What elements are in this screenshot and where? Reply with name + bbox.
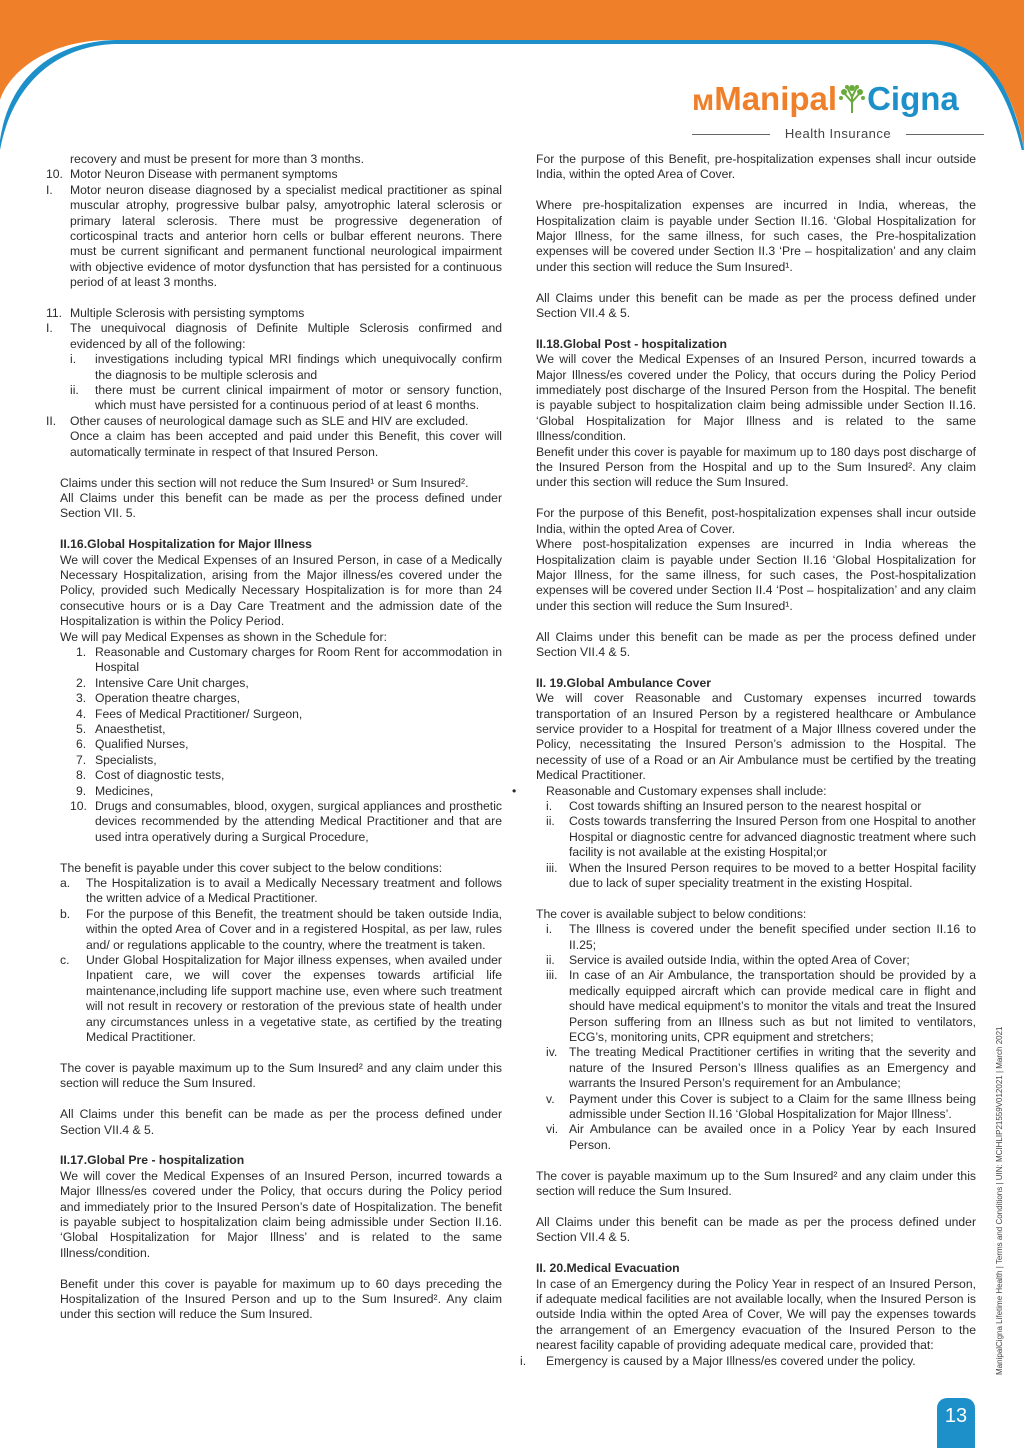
list-item	[46, 167, 502, 182]
document-reference-text: ManipalCigna Lifetime Health | Terms and Conditions | UIN: MCIHLIP21559V012021 | March 2021	[995, 1026, 1004, 1375]
paragraph-text: Once a claim has been accepted and paid under this Benefit, this cover will automatically terminate in respect of that Insured Person.	[70, 429, 502, 459]
section-heading: II.18.Global Post - hospitalization	[536, 336, 727, 351]
paragraph	[512, 352, 976, 444]
paragraph	[46, 1061, 502, 1092]
paragraph-spacer	[512, 321, 976, 336]
list-marker: iv.	[546, 1045, 558, 1060]
logo-cigna-text: Cigna	[867, 80, 959, 117]
paragraph-spacer	[512, 183, 976, 198]
paragraph-text: In case of an Air Ambulance, the transportation should be provided by a medically equipped aircraft which can provide medical care in flight and should have medical equipment’s to monitor the vitals and treat the Insured Person suffering from an Illness such as but not limited to ventilators, ECG’s, monitoring units, CPR equipment and stretchers;	[569, 968, 976, 1045]
list-item	[512, 1122, 976, 1153]
paragraph-text: For the purpose of this Benefit, post-hospitalization expenses shall incur outside India, within the opted Area of Cover.	[536, 506, 976, 536]
right-column	[512, 152, 976, 1369]
list-item	[512, 1045, 976, 1091]
paragraph-spacer	[512, 1153, 976, 1168]
list-marker: iii.	[546, 968, 558, 983]
paragraph-text: The unequivocal diagnosis of Definite Multiple Sclerosis confirmed and evidenced by all of the following:	[70, 321, 502, 351]
paragraph	[512, 691, 976, 783]
left-column	[46, 152, 502, 1323]
list-item	[512, 799, 976, 814]
paragraph-spacer	[512, 614, 976, 629]
list-marker: ii.	[546, 953, 555, 968]
paragraph-text: We will cover the Medical Expenses of an Insured Person, incurred towards a Major Illness/es covered under the Policy, that occurs during the Policy period and immediately prior to the Insured Person’s date of Hospitalization. The benefit is payable subject to hospitalization claim being admissible under Section II.16. ‘Global Hospitalization for Major Illness’ and is related to the same Illness/condition.	[60, 1168, 502, 1260]
list-item	[512, 922, 976, 953]
list-marker: 4.	[76, 706, 87, 721]
paragraph-spacer	[46, 1261, 502, 1276]
paragraph	[46, 429, 502, 460]
paragraph	[512, 198, 976, 275]
paragraph-text: All Claims under this benefit can be made as per the process defined under Section VII.4 & 5.	[60, 1107, 502, 1137]
paragraph-text: We will cover the Medical Expenses of an Insured Person, incurred towards a Major Illness/es covered under the Policy, that occurs during the Policy Period immediately post discharge of the Insured Person from the Hospital. The benefit is payable subject to hospitalization claim being admissible under Section II.16. ‘Global Hospitalization for Major Illness and is related to the same Illness/condition.	[536, 352, 976, 444]
paragraph	[512, 1277, 976, 1354]
paragraph-text: Drugs and consumables, blood, oxygen, surgical appliances and prosthetic devices recommended by the attending Medical Practitioner and that are used intra operatively during a Surgical Procedure,	[95, 799, 502, 844]
paragraph-text: Benefit under this cover is payable for maximum up to 60 days preceding the Hospitalization of the Insured Person and up to the Sum Insured². Any claim under this section will reduce the Sum Insured.	[60, 1276, 502, 1322]
paragraph-text: Costs towards transferring the Insured Person from one Hospital to another Hospital or diagnostic centre for advanced diagnostic treatment where such facility is not available at the existing Hospital;or	[569, 814, 976, 860]
list-item	[46, 321, 502, 352]
list-item	[46, 799, 502, 845]
list-item	[512, 784, 976, 799]
list-marker: i.	[520, 1353, 527, 1368]
paragraph-text: Service is availed outside India, within the opted Area of Cover;	[569, 953, 910, 968]
paragraph-spacer	[512, 891, 976, 906]
list-marker: 11.	[46, 306, 63, 321]
list-item	[512, 953, 976, 968]
paragraph-spacer	[512, 1246, 976, 1261]
list-marker: i.	[546, 922, 553, 937]
paragraph-text: Where pre-hospitalization expenses are incurred in India, whereas, the Hospitalization claim is payable under Section II.16. ‘Global Hospitalization for Major Illness, for the same illness, for such cases, the Pre-hospitalization expenses will be covered under Section II.3 ‘Pre – hospitalization’ and any claim under this section will reduce the Sum Insured¹.	[536, 198, 976, 274]
paragraph-text: Emergency is caused by a Major Illness/es covered under the policy.	[546, 1353, 916, 1368]
paragraph-text: Qualified Nurses,	[95, 737, 189, 752]
list-marker: I.	[46, 321, 53, 336]
list-item	[46, 737, 502, 752]
list-marker: ii.	[546, 814, 555, 829]
paragraph-text: Under Global Hospitalization for Major illness expenses, when availed under Inpatient care, we will cover the expenses towards artificial life maintenance,including life support machine use, even where such treatment will not result in recovery or restoration of the previous state of health under any circumstances unless in a vegetative state, as certified by the treating Medical Practitioner.	[86, 953, 502, 1045]
paragraph-spacer	[46, 1138, 502, 1153]
paragraph-spacer	[46, 460, 502, 475]
list-marker: i.	[546, 798, 553, 813]
list-item	[46, 784, 502, 799]
list-item	[512, 1092, 976, 1123]
paragraph	[46, 1169, 502, 1261]
manipal-cigna-logo	[692, 80, 984, 144]
tree-icon	[837, 84, 867, 114]
paragraph	[512, 291, 976, 322]
paragraph-text: All Claims under this benefit can be made as per the process defined under Section VII.4 & 5.	[536, 290, 976, 321]
paragraph-text: Reasonable and Customary charges for Room Rent for accommodation in Hospital	[95, 644, 502, 675]
list-item	[46, 707, 502, 722]
list-item	[46, 645, 502, 676]
paragraph-text: The Hospitalization is to avail a Medically Necessary treatment and follows the written advice of a Medical Practitioner.	[86, 876, 502, 906]
paragraph-text: The cover is payable maximum up to the Sum Insured² and any claim under this section will reduce the Sum Insured.	[536, 1168, 976, 1199]
list-marker: v.	[546, 1091, 555, 1106]
paragraph	[46, 630, 502, 645]
paragraph-spacer	[46, 1092, 502, 1107]
list-item	[512, 814, 976, 860]
paragraph-text: We will pay Medical Expenses as shown in the Schedule for:	[60, 629, 387, 644]
paragraph-text: Fees of Medical Practitioner/ Surgeon,	[95, 706, 303, 721]
paragraph-text: Benefit under this cover is payable for maximum up to 180 days post discharge of the Insured Person from the Hospital and up to the Sum Insured². Any claim under this section will reduce the Sum Insured.	[536, 444, 976, 490]
paragraph	[512, 630, 976, 661]
section-heading: II.17.Global Pre - hospitalization	[60, 1153, 245, 1168]
paragraph-text: The Illness is covered under the benefit specified under section II.16 to II.25;	[569, 922, 976, 952]
list-item	[46, 953, 502, 1045]
list-item	[46, 753, 502, 768]
list-item	[46, 907, 502, 953]
paragraph-text: there must be current clinical impairment of motor or sensory function, which must have persisted for a continuous period of at least 6 months.	[95, 383, 502, 413]
paragraph-text: Cost towards shifting an Insured person to the nearest hospital or	[569, 798, 922, 813]
paragraph-spacer	[512, 275, 976, 290]
paragraph-text: Motor Neuron Disease with permanent symptoms	[70, 167, 338, 182]
paragraph	[46, 553, 502, 630]
paragraph	[512, 506, 976, 537]
paragraph	[46, 861, 502, 876]
paragraph-text: Specialists,	[95, 752, 157, 767]
list-item	[512, 968, 976, 1045]
paragraph-text: In case of an Emergency during the Policy Year in respect of an Insured Person, if adequate medical facilities are not available locally, when the Insured Person is outside India within the opted Area of Cover, We will pay the expenses towards the arrangement of an Emergency evacuation of the Insured Person to the nearest facility capable of providing adequate medical care, provided that:	[536, 1276, 976, 1353]
paragraph	[46, 1107, 502, 1138]
list-marker: 3.	[76, 691, 87, 706]
paragraph-text: Operation theatre charges,	[95, 691, 240, 706]
section-heading: II. 19.Global Ambulance Cover	[536, 675, 711, 690]
paragraph-text: For the purpose of this Benefit, pre-hospitalization expenses shall incur outside India, within the opted Area of Cover.	[536, 152, 976, 182]
paragraph-spacer	[512, 1200, 976, 1215]
paragraph-text: Reasonable and Customary expenses shall include:	[546, 783, 827, 798]
paragraph-text: When the Insured Person requires to be moved to a better Hospital facility due to lack of super speciality treatment in the existing Hospital.	[569, 860, 976, 890]
manipal-mark-icon: ᴍ	[692, 84, 715, 117]
logo-wordmark	[692, 80, 959, 118]
paragraph-text: The cover is payable maximum up to the Sum Insured² and any claim under this section will reduce the Sum Insured.	[60, 1060, 502, 1091]
list-marker: 7.	[76, 752, 87, 767]
paragraph-text: For the purpose of this Benefit, the treatment should be taken outside India, within the opted Area of Cover and in a registered Hospital, as per law, rules and/ or regulations applicable to the country, where the treatment is taken.	[86, 906, 502, 952]
list-marker: 10.	[70, 799, 87, 814]
list-marker: ii.	[70, 383, 79, 398]
paragraph-text: Cost of diagnostic tests,	[95, 768, 225, 783]
paragraph	[46, 476, 502, 491]
paragraph	[512, 1169, 976, 1200]
list-marker: 5.	[76, 721, 87, 736]
paragraph-text: Payment under this Cover is subject to a Claim for the same Illness being admissible under Section II.16 ‘Global Hospitalization for Major Illness’.	[569, 1091, 976, 1122]
paragraph-text: Claims under this section will not reduce the Sum Insured¹ or Sum Insured².	[60, 475, 469, 490]
paragraph-text: We will cover the Medical Expenses of an Insured Person, in case of a Medically Necessary Hospitalization, arising from the Major illness/es covered under the Policy, provided such Medically Necessary Hospitalization is for more than 24 consecutive hours or is a Day Care Treatment and the admission date of the Hospitalization is within the Policy Period.	[60, 552, 502, 629]
list-marker: 1.	[76, 644, 87, 659]
logo-tagline: Health Insurance	[692, 126, 984, 141]
paragraph	[46, 1277, 502, 1323]
list-marker: i.	[70, 352, 77, 367]
section-heading: II. 20.Medical Evacuation	[536, 1261, 680, 1276]
paragraph-text: Where post-hospitalization expenses are incurred in India whereas the Hospitalization claim is payable under Section II.16 ‘Global Hospitalization for Major Illness, for the same illness, for such cases, the Post-hospitalization expenses will be covered under Section II.4 ‘Post – hospitalization’ and any claim under this section will reduce the Sum Insured¹.	[536, 537, 976, 613]
list-marker: a.	[60, 876, 71, 891]
paragraph-text: Air Ambulance can be availed once in a Policy Year by each Insured Person.	[569, 1122, 976, 1152]
list-marker: 10.	[46, 167, 63, 182]
paragraph-text: Anaesthetist,	[95, 721, 166, 736]
paragraph-text: investigations including typical MRI findings which unequivocally confirm the diagnosis to be multiple sclerosis and	[95, 352, 502, 382]
list-item	[512, 861, 976, 892]
list-marker: 8.	[76, 768, 87, 783]
paragraph-text: recovery and must be present for more than 3 months.	[70, 152, 364, 166]
paragraph	[512, 1215, 976, 1246]
paragraph	[512, 152, 976, 183]
list-marker: 9.	[76, 783, 87, 798]
list-marker: I.	[46, 182, 53, 197]
paragraph	[46, 152, 502, 167]
logo-manipal-text: Manipal	[714, 80, 838, 117]
list-marker: II.	[46, 413, 57, 428]
paragraph-text: All Claims under this benefit can be made as per the process defined under Section VII.4 & 5.	[536, 629, 976, 659]
paragraph-text: The cover is available subject to below conditions:	[536, 906, 807, 921]
list-item	[46, 414, 502, 429]
paragraph-spacer	[46, 1046, 502, 1061]
paragraph-spacer	[46, 291, 502, 306]
section-heading: II.16.Global Hospitalization for Major Illness	[60, 537, 312, 552]
list-item	[46, 352, 502, 383]
paragraph-text: All Claims under this benefit can be made as per the process defined under Section VII. 5.	[60, 490, 502, 521]
list-item	[46, 676, 502, 691]
paragraph-spacer	[46, 522, 502, 537]
list-marker: vi.	[546, 1122, 559, 1137]
list-marker: 2.	[76, 675, 87, 690]
paragraph	[512, 537, 976, 614]
paragraph-text: Medicines,	[95, 783, 154, 798]
paragraph-text: Intensive Care Unit charges,	[95, 675, 249, 690]
paragraph-spacer	[46, 845, 502, 860]
paragraph	[46, 491, 502, 522]
paragraph-text: All Claims under this benefit can be made as per the process defined under Section VII.4 & 5.	[536, 1214, 976, 1245]
list-item	[512, 1354, 976, 1369]
list-item	[46, 183, 502, 291]
paragraph-text: Multiple Sclerosis with persisting symptoms	[70, 306, 305, 321]
paragraph-text: Motor neuron disease diagnosed by a specialist medical practitioner as spinal muscular atrophy, progressive bulbar palsy, amyotrophic lateral sclerosis or primary lateral sclerosis. There must be progressive degeneration of corticospinal tracts and anterior horn cells or bulbar efferent neurons. There must be current significant and permanent functional neurological impairment with objective evidence of motor dysfunction that has persisted for a continuous period of at least 3 months.	[70, 182, 502, 290]
list-marker: iii.	[546, 860, 558, 875]
list-item	[46, 306, 502, 321]
list-marker: c.	[60, 953, 70, 968]
list-item	[46, 768, 502, 783]
paragraph-spacer	[512, 660, 976, 675]
paragraph-spacer	[512, 491, 976, 506]
list-item	[46, 722, 502, 737]
paragraph-text: The treating Medical Practitioner certifies in writing that the severity and nature of the Insured Person’s Illness qualifies as an Emergency and warrants the Insured Person’s requirement for an Ambulance;	[569, 1045, 976, 1091]
paragraph-text: The benefit is payable under this cover subject to the below conditions:	[60, 860, 443, 875]
page-number: 13	[937, 1398, 975, 1448]
list-marker: 6.	[76, 737, 87, 752]
paragraph-text: We will cover Reasonable and Customary expenses incurred towards transportation of an Insured Person by a registered healthcare or Ambulance service provider to a Hospital for treatment of a Major Illness covered under the Policy, necessitating the Insured Person’s admission to the Hospital. The necessity of use of a Road or an Air Ambulance must be certified by the treating Medical Practitioner.	[536, 691, 976, 783]
list-item	[46, 383, 502, 414]
list-marker: •	[512, 783, 517, 798]
list-marker: b.	[60, 906, 71, 921]
list-item	[46, 876, 502, 907]
list-item	[46, 691, 502, 706]
paragraph	[512, 907, 976, 922]
paragraph-text: Other causes of neurological damage such as SLE and HIV are excluded.	[70, 413, 469, 428]
paragraph	[512, 445, 976, 491]
